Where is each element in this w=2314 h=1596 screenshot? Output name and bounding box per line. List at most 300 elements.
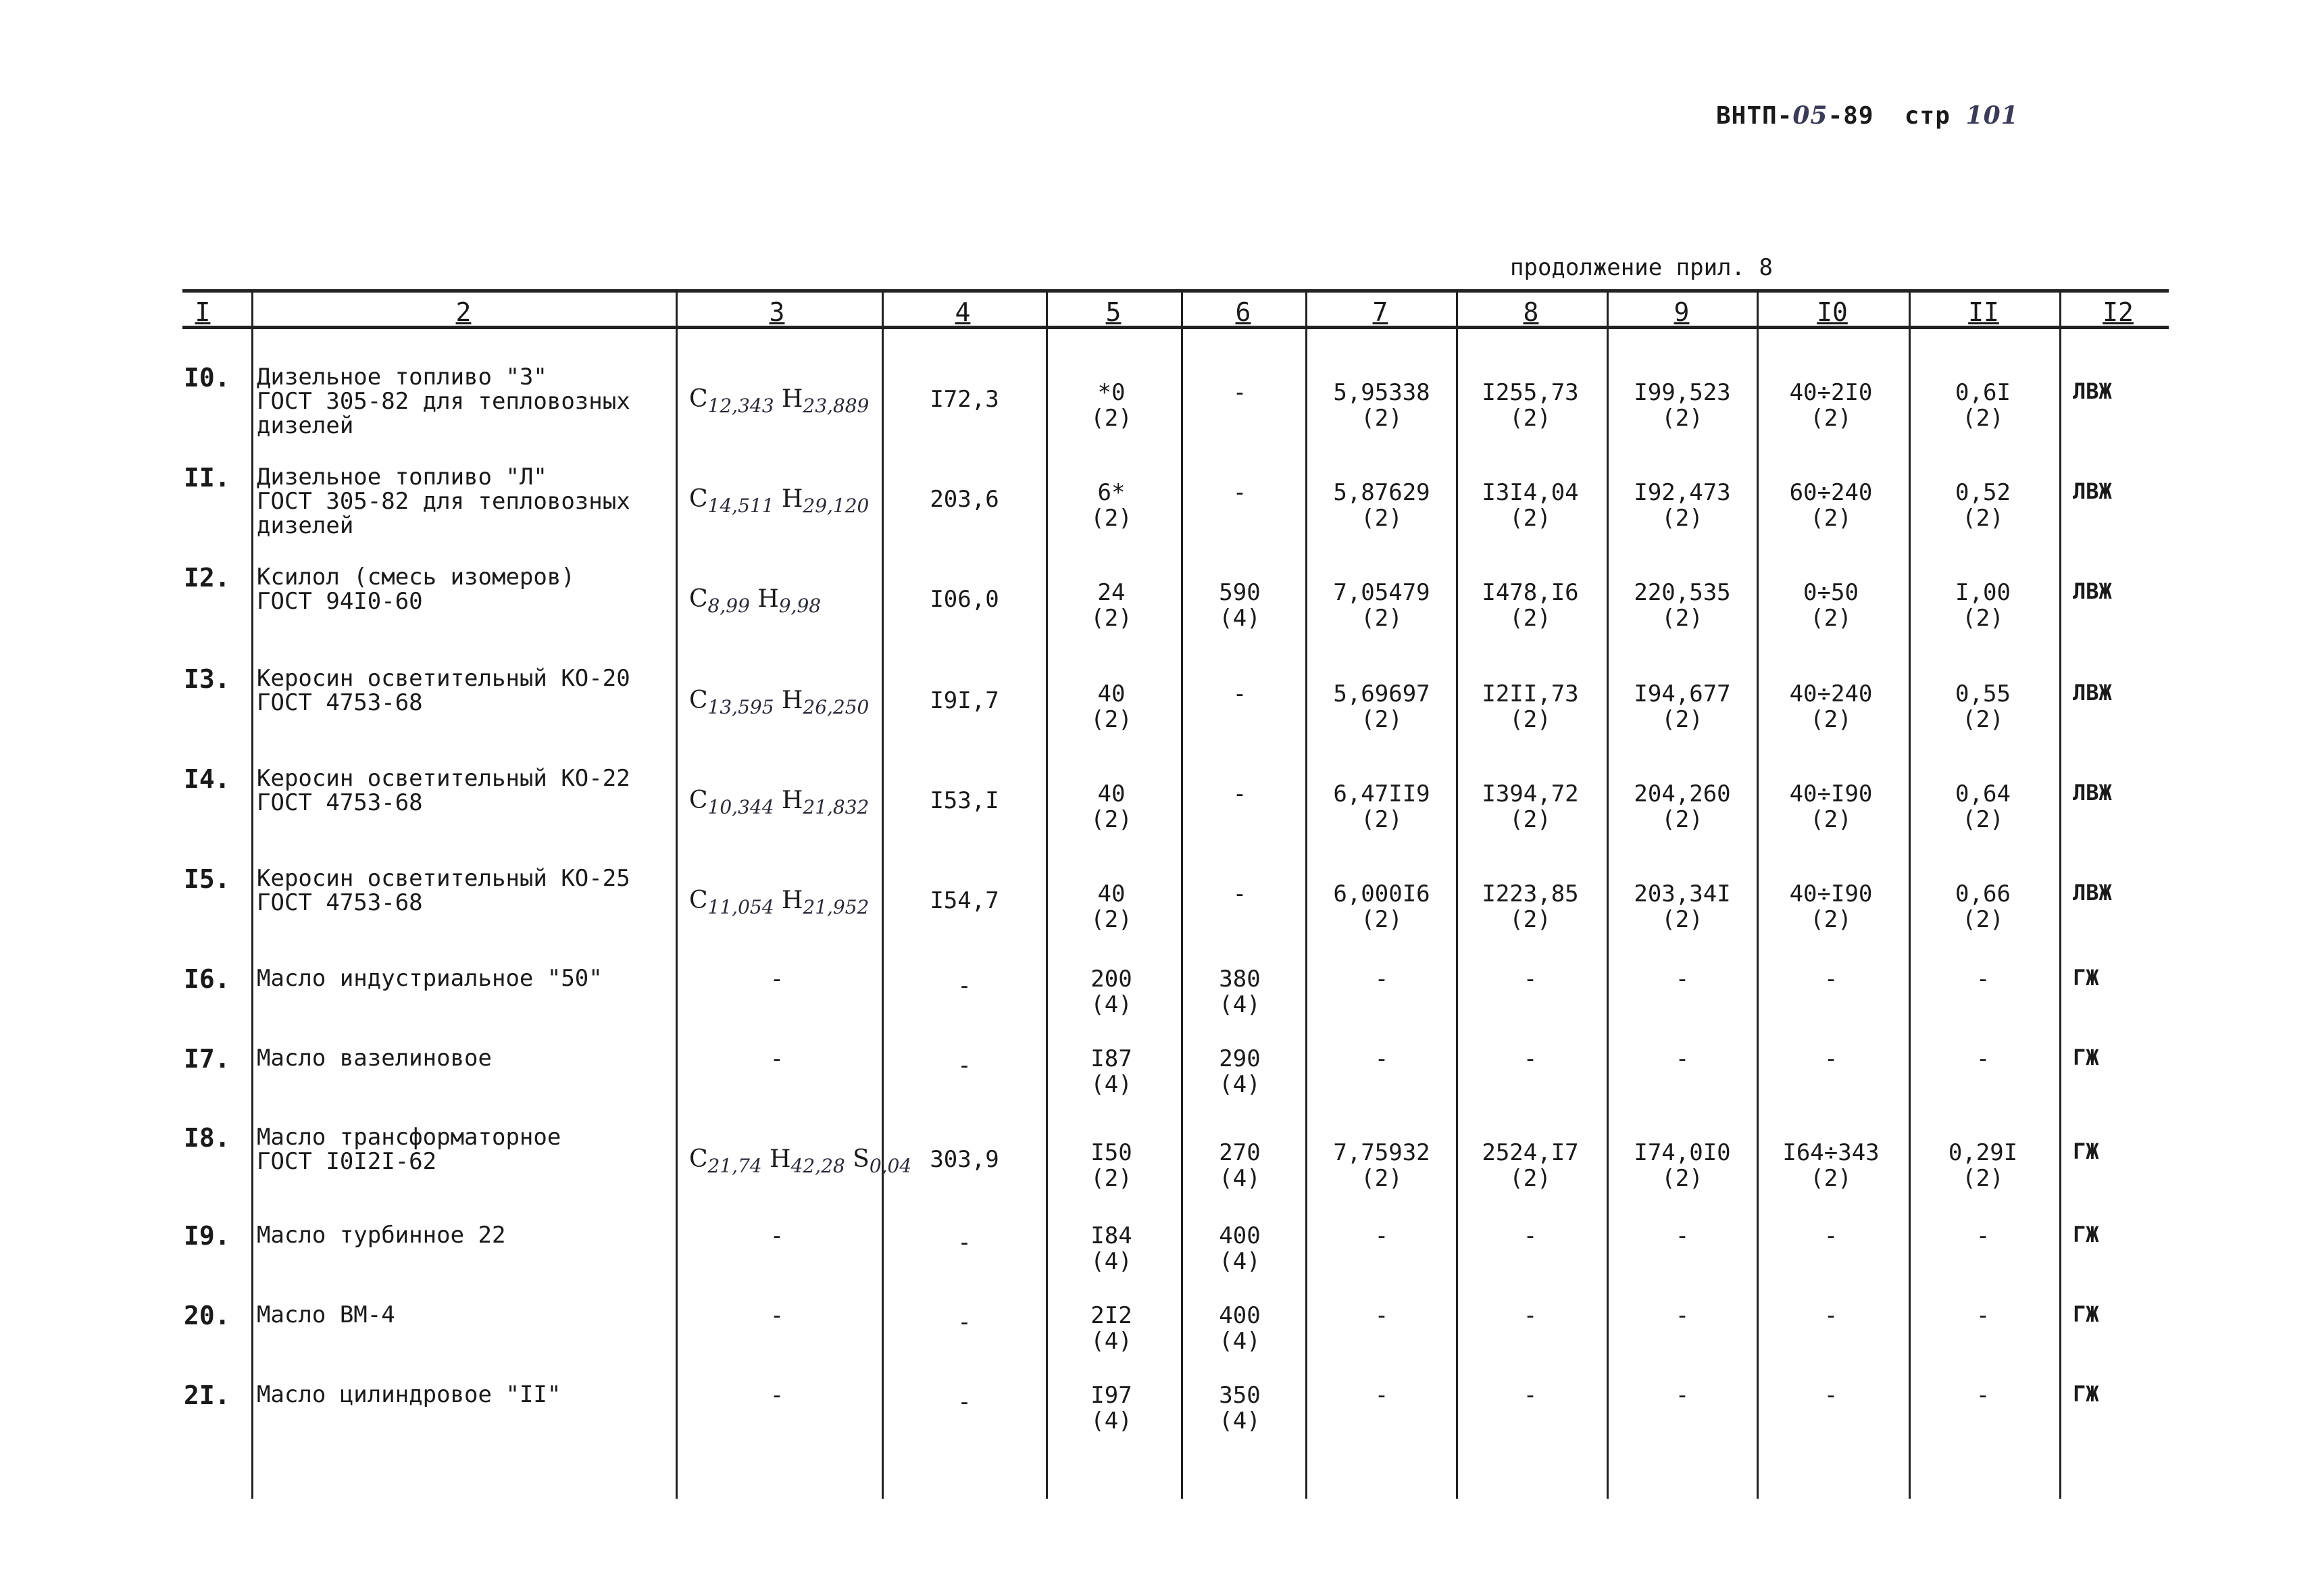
autoignition-temp-ref: (4) [1219,1407,1261,1435]
substance-name [257,365,630,438]
antoine-ca [1615,580,1750,631]
antoine-a [1314,881,1449,932]
substance-name-line: ГОСТ 94I0-60 [257,588,423,615]
antoine-ca-ref: (2) [1661,906,1703,933]
atom-count: 0,04 [869,1155,912,1178]
autoignition-temp-ref: (4) [1219,991,1261,1018]
flash-point-ref: (4) [1090,1248,1132,1275]
autoignition-temp-value: 400 [1219,1222,1261,1249]
chemical-formula [689,688,869,720]
autoignition-temp [1186,580,1294,631]
autoignition-temp [1186,781,1294,807]
hazard-class: ЛВЖ [2073,378,2112,404]
atom-count: 21,952 [803,896,870,919]
antoine-a-value: - [1374,1222,1389,1249]
column-divider [1305,289,1307,1499]
molar-mass: - [957,1389,972,1416]
lower-limit [1915,1223,2051,1249]
antoine-ca [1615,380,1750,431]
antoine-b-ref: (2) [1509,505,1551,532]
autoignition-temp-value: 270 [1219,1139,1261,1166]
antoine-a [1314,681,1449,732]
flash-point [1054,1303,1169,1354]
hazard-class: ГЖ [2073,1381,2099,1407]
substance-name [257,966,603,991]
column-divider [1181,289,1183,1499]
substance-name-line: Масло трансформаторное [257,1124,561,1151]
temperature-range [1763,1046,1898,1072]
molar-mass: I9I,7 [930,687,999,714]
molar-mass: - [957,1229,972,1256]
column-divider [251,289,253,1499]
temperature-range-ref: (2) [1810,906,1852,933]
temperature-range-value: 40÷I90 [1789,880,1873,907]
temperature-range-value: - [1823,1222,1838,1249]
substance-name [257,1125,561,1174]
antoine-ca [1615,1303,1750,1328]
element-symbol: H [774,385,803,413]
antoine-a [1314,781,1449,832]
substance-name-line: ГОСТ 4753-68 [257,889,423,916]
molar-mass: I06,0 [930,586,999,613]
antoine-a-value: - [1374,1302,1389,1329]
antoine-b-value: - [1523,1045,1538,1072]
hazard-class: ЛВЖ [2073,478,2112,504]
substance-name-line: Масло индустриальное "50" [257,965,603,992]
table-top-rule [182,289,2169,293]
antoine-b [1463,681,1598,732]
flash-point-value: I50 [1090,1139,1132,1166]
temperature-range-ref: (2) [1810,505,1852,532]
flash-point [1054,966,1169,1018]
column-header: I [195,297,211,327]
lower-limit-ref: (2) [1962,405,2004,432]
element-symbol: H [761,1145,791,1173]
antoine-a-value: - [1374,1045,1389,1072]
temperature-range [1763,681,1898,732]
row-number: I5. [184,864,230,894]
autoignition-temp-value: 350 [1219,1382,1261,1409]
lower-limit-value: - [1976,1302,1990,1329]
column-divider [1046,289,1048,1499]
hazard-class: ГЖ [2073,1045,2099,1070]
hazard-class: ГЖ [2073,1301,2099,1327]
atom-count: 14,511 [707,495,774,518]
column-header: 5 [1105,297,1122,327]
atom-count: 8,99 [707,595,750,618]
molar-mass: - [957,1309,972,1336]
temperature-range-value: - [1823,1045,1838,1072]
antoine-b [1463,1046,1598,1072]
element-symbol: H [774,787,803,814]
lower-limit-ref: (2) [1962,505,2004,532]
antoine-a [1314,1382,1449,1408]
temperature-range-value: 0÷50 [1803,579,1859,606]
lower-limit-ref: (2) [1962,806,2004,833]
atom-count: 26,250 [803,696,870,719]
autoignition-temp-ref: (4) [1219,605,1261,632]
temperature-range-ref: (2) [1810,706,1852,733]
autoignition-temp [1186,1140,1294,1191]
flash-point-value: *0 [1097,379,1126,406]
substance-name [257,565,575,614]
antoine-ca-value: - [1675,1382,1690,1409]
temperature-range-ref: (2) [1810,806,1852,833]
lower-limit-value: I,00 [1955,579,2011,606]
antoine-b [1463,966,1598,992]
substance-name [257,1046,492,1070]
doc-suffix: -89 [1828,102,1874,130]
substance-name-line: Керосин осветительный КО-25 [257,865,630,892]
substance-name-line: ГОСТ I0I2I-62 [257,1148,437,1175]
autoignition-temp [1186,1223,1294,1274]
flash-point-value: 40 [1097,880,1126,907]
antoine-b-value: I2II,73 [1482,680,1579,707]
autoignition-temp [1186,1046,1294,1097]
autoignition-temp [1186,681,1294,707]
chemical-formula [689,788,869,820]
antoine-ca-value: - [1675,1222,1690,1249]
temperature-range-ref: (2) [1810,1165,1852,1192]
flash-point-value: 40 [1097,680,1126,707]
temperature-range [1763,480,1898,531]
antoine-a [1314,1223,1449,1249]
antoine-b-ref: (2) [1509,706,1551,733]
antoine-b [1463,781,1598,832]
document-code [1716,101,2019,130]
antoine-b-value: I3I4,04 [1482,479,1579,506]
formula-empty: - [770,1302,784,1329]
flash-point [1054,380,1169,431]
atom-count: 11,054 [707,896,774,919]
flash-point-value: I84 [1090,1222,1132,1249]
molar-mass: I54,7 [930,887,999,914]
autoignition-temp-ref: (4) [1219,1248,1261,1275]
column-header: 4 [955,297,971,327]
atom-count: 23,889 [803,395,870,418]
flash-point-value: 2I2 [1090,1302,1132,1329]
antoine-b-value: I255,73 [1482,379,1579,406]
autoignition-temp [1186,380,1294,405]
substance-name-line: Дизельное топливо "Л" [257,464,547,491]
antoine-a-value: 6,000I6 [1333,880,1430,907]
doc-prefix: ВНТП- [1716,102,1793,130]
lower-limit [1915,1046,2051,1072]
temperature-range-value: 40÷240 [1789,680,1873,707]
molar-mass: I53,I [930,787,999,814]
molar-mass: - [957,972,972,999]
column-divider [676,289,678,1499]
continuation-note: продолжение прил. 8 [1510,254,1773,281]
flash-point-value: 40 [1097,780,1126,807]
row-number: I8. [184,1123,230,1153]
row-number: 20. [184,1301,230,1330]
column-header: 3 [769,297,785,327]
antoine-b [1463,1303,1598,1328]
row-number: I4. [184,764,230,794]
temperature-range-ref: (2) [1810,405,1852,432]
row-number: I2. [184,563,230,593]
temperature-range [1763,1223,1898,1249]
substance-name-line: Масло вазелиновое [257,1045,492,1072]
flash-point-ref: (2) [1090,906,1132,933]
column-header: 7 [1372,297,1388,327]
autoignition-temp [1186,881,1294,907]
molar-mass: - [957,1052,972,1079]
temperature-range [1763,580,1898,631]
column-header: II [1968,297,1999,327]
column-divider [1607,289,1609,1499]
substance-name-line: ГОСТ 305-82 для тепловозных [257,488,630,515]
lower-limit-value: 0,29I [1948,1139,2018,1166]
autoignition-temp-value: - [1232,880,1247,907]
substance-name-line: Дизельное топливо "З" [257,364,547,391]
temperature-range-value: 40÷I90 [1789,780,1873,807]
temperature-range [1763,1382,1898,1408]
antoine-ca-ref: (2) [1661,706,1703,733]
autoignition-temp-value: 400 [1219,1302,1261,1329]
substance-name-line: ГОСТ 4753-68 [257,789,423,816]
temperature-range-ref: (2) [1810,605,1852,632]
flash-point-value: I87 [1090,1045,1132,1072]
element-symbol: C [689,385,708,413]
antoine-ca-ref: (2) [1661,405,1703,432]
hazard-class: ЛВЖ [2073,880,2112,905]
doc-number-handwritten: 05 [1792,101,1828,130]
lower-limit-value: - [1976,1222,1990,1249]
antoine-b [1463,380,1598,431]
atom-count: 21,74 [707,1155,762,1178]
antoine-b-ref: (2) [1509,806,1551,833]
antoine-b-value: I394,72 [1482,780,1579,807]
substance-name-line: Масло ВМ-4 [257,1301,395,1328]
antoine-ca-value: - [1675,966,1690,993]
antoine-a-value: 6,47II9 [1333,780,1430,807]
substance-name-line: дизелей [257,412,354,439]
antoine-b-value: - [1523,1222,1538,1249]
element-symbol: H [749,585,779,613]
antoine-ca-value: - [1675,1045,1690,1072]
flash-point [1054,580,1169,631]
flash-point-ref: (2) [1090,1165,1132,1192]
hazard-class: ГЖ [2073,1222,2099,1247]
autoignition-temp-value: - [1232,479,1247,506]
column-divider [1456,289,1458,1499]
antoine-ca [1615,480,1750,531]
chemical-formula [689,386,869,419]
substance-name-line: ГОСТ 4753-68 [257,689,423,716]
lower-limit [1915,966,2051,992]
autoignition-temp-ref: (4) [1219,1071,1261,1098]
antoine-ca-ref: (2) [1661,1165,1703,1192]
lower-limit [1915,1382,2051,1408]
flash-point [1054,1046,1169,1097]
autoignition-temp-value: - [1232,379,1247,406]
autoignition-temp-value: 590 [1219,579,1261,606]
antoine-a [1314,380,1449,431]
element-symbol: C [689,485,708,513]
flash-point [1054,781,1169,832]
row-number: I0. [184,363,230,393]
element-symbol: H [774,687,803,714]
flash-point [1054,1223,1169,1274]
element-symbol: H [774,887,803,914]
temperature-range [1763,781,1898,832]
lower-limit [1915,1140,2051,1191]
row-number: I9. [184,1221,230,1251]
element-symbol: S [845,1145,870,1173]
autoignition-temp-value: - [1232,680,1247,707]
atom-count: 10,344 [707,796,774,819]
lower-limit-value: 0,6I [1955,379,2011,406]
flash-point-value: 24 [1097,579,1126,606]
substance-name-line: Масло цилиндровое "II" [257,1381,561,1408]
element-symbol: C [689,585,708,613]
flash-point-ref: (2) [1090,405,1132,432]
flash-point-ref: (2) [1090,505,1132,532]
autoignition-temp [1186,480,1294,505]
antoine-a-ref: (2) [1361,405,1403,432]
row-number: II. [184,463,230,493]
antoine-a-ref: (2) [1361,706,1403,733]
antoine-b [1463,1382,1598,1408]
flash-point [1054,1382,1169,1434]
column-header: 2 [455,297,472,327]
hazard-class: ЛВЖ [2073,780,2112,805]
antoine-ca-value: 203,34I [1634,880,1731,907]
substance-name [257,666,630,715]
chemical-formula [689,888,869,920]
antoine-ca [1615,881,1750,932]
antoine-a-value: - [1374,966,1389,993]
atom-count: 13,595 [707,696,774,719]
antoine-ca [1615,1046,1750,1072]
lower-limit [1915,781,2051,832]
flash-point-ref: (4) [1090,991,1132,1018]
atom-count: 21,832 [803,796,870,819]
molar-mass: 203,6 [930,486,999,513]
antoine-ca-value: I74,0I0 [1634,1139,1731,1166]
antoine-b-value: 2524,I7 [1482,1139,1579,1166]
atom-count: 12,343 [707,395,774,418]
antoine-a [1314,966,1449,992]
flash-point [1054,681,1169,732]
chemical-formula [689,487,869,519]
antoine-a-value: - [1374,1382,1389,1409]
substance-name-line: Керосин осветительный КО-20 [257,665,630,692]
lower-limit [1915,1303,2051,1328]
chemical-formula [689,587,821,619]
formula-empty: - [770,1382,784,1409]
antoine-b-value: - [1523,966,1538,993]
lower-limit [1915,380,2051,431]
page-label: стр [1904,102,1951,130]
temperature-range-value: 40÷2I0 [1789,379,1873,406]
flash-point-value: 200 [1090,966,1132,993]
autoignition-temp-value: 380 [1219,966,1261,993]
row-number: I3. [184,664,230,694]
autoignition-temp-value: - [1232,780,1247,807]
lower-limit-value: 0,66 [1955,880,2011,907]
flash-point-ref: (2) [1090,605,1132,632]
antoine-ca-value: I99,523 [1634,379,1731,406]
antoine-a-ref: (2) [1361,505,1403,532]
column-divider [2059,289,2061,1499]
antoine-b-value: I223,85 [1482,880,1579,907]
substance-name [257,766,630,815]
molar-mass: I72,3 [930,386,999,413]
antoine-ca-value: I94,677 [1634,680,1731,707]
temperature-range [1763,1303,1898,1328]
flash-point-ref: (4) [1090,1407,1132,1435]
hazard-class: ЛВЖ [2073,680,2112,705]
element-symbol: C [689,1145,708,1173]
temperature-range [1763,1140,1898,1191]
row-number: 2I. [184,1380,230,1410]
antoine-a-value: 7,05479 [1333,579,1430,606]
flash-point [1054,1140,1169,1191]
antoine-a-ref: (2) [1361,1165,1403,1192]
element-symbol: C [689,687,708,714]
column-divider [1757,289,1759,1499]
atom-count: 9,98 [778,595,822,618]
hazard-class: ГЖ [2073,1139,2099,1164]
antoine-ca [1615,1223,1750,1249]
antoine-b-ref: (2) [1509,1165,1551,1192]
antoine-ca [1615,681,1750,732]
antoine-ca-ref: (2) [1661,505,1703,532]
temperature-range-value: 60÷240 [1789,479,1873,506]
antoine-ca [1615,1140,1750,1191]
lower-limit-ref: (2) [1962,706,2004,733]
flash-point-ref: (4) [1090,1071,1132,1098]
formula-empty: - [770,1222,784,1249]
antoine-a-ref: (2) [1361,605,1403,632]
column-header: 9 [1674,297,1690,327]
substance-name-line: дизелей [257,512,354,539]
antoine-a-ref: (2) [1361,806,1403,833]
antoine-a [1314,480,1449,531]
antoine-b [1463,480,1598,531]
column-header: 6 [1235,297,1251,327]
antoine-ca [1615,1382,1750,1408]
flash-point-value: 6* [1097,479,1126,506]
antoine-ca-value: I92,473 [1634,479,1731,506]
row-number: I7. [184,1044,230,1074]
column-header: I0 [1817,297,1848,327]
row-number: I6. [184,964,230,994]
lower-limit-value: 0,64 [1955,780,2011,807]
hazard-class: ЛВЖ [2073,578,2112,604]
antoine-ca-ref: (2) [1661,605,1703,632]
temperature-range [1763,881,1898,932]
substance-name-line: ГОСТ 305-82 для тепловозных [257,388,630,415]
chemical-formula [689,1147,911,1179]
antoine-b-value: - [1523,1302,1538,1329]
substance-name [257,1223,505,1247]
antoine-ca [1615,966,1750,992]
antoine-a-value: 7,75932 [1333,1139,1430,1166]
element-symbol: H [774,485,803,513]
substance-name [257,1303,395,1327]
substance-name [257,1382,561,1407]
formula-empty: - [770,966,784,993]
substance-name-line: Керосин осветительный КО-22 [257,765,630,792]
flash-point [1054,480,1169,531]
antoine-ca-value: - [1675,1302,1690,1329]
autoignition-temp [1186,966,1294,1018]
lower-limit-value: 0,55 [1955,680,2011,707]
